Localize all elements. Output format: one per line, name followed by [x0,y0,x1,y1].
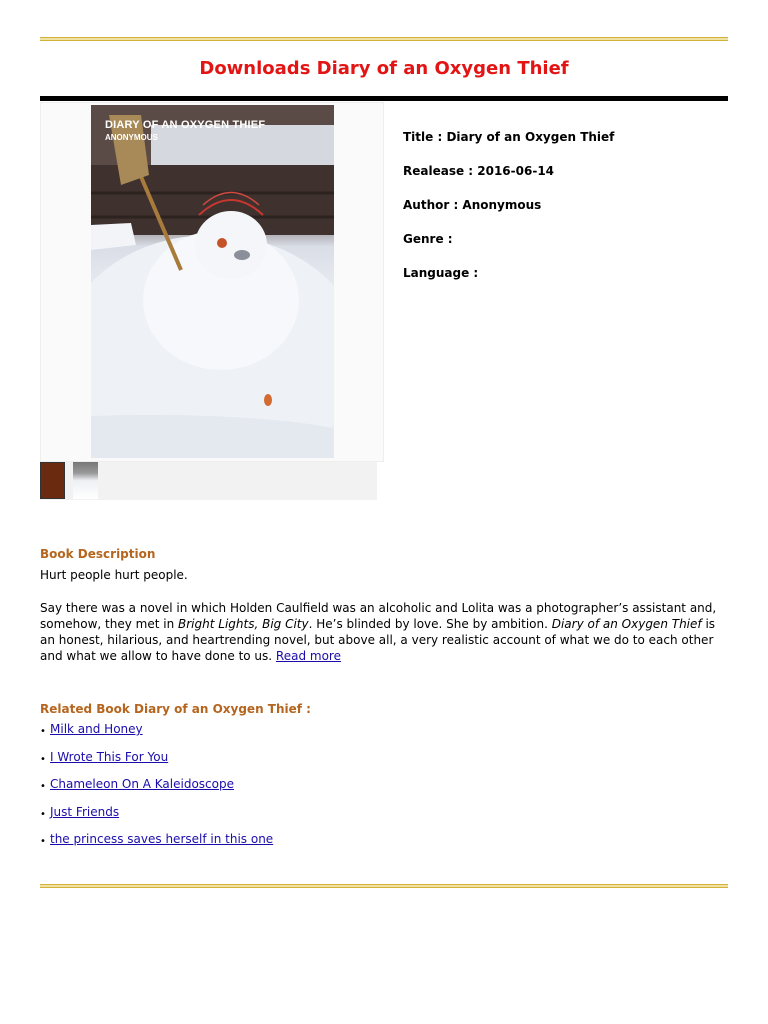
meta-release: Realease : 2016-06-14 [403,164,555,178]
desc-italic-1: Bright Lights, Big City [178,617,309,631]
desc-text-c: is an honest, hilarious, and heartrending novel, but above all, a very realistic account of what we do to each other and what we allow to have done to us. [40,617,716,663]
thumbnail-2[interactable] [73,462,98,499]
related-link-5[interactable]: the princess saves herself in this one [50,832,274,847]
bullet-icon: • [40,781,46,793]
cover-title-text: DIARY OF AN OXYGEN THIEF [105,119,266,131]
title-underline [40,96,728,101]
desc-italic-2: Diary of an Oxygen Thief [551,617,702,631]
desc-text-a: Say there was a novel in which Holden Caulfield was an alcoholic and Lolita was a photographer’s assistant and, somehow, they met in [40,601,717,631]
top-divider [40,37,728,41]
description-para-1: Hurt people hurt people. [40,568,188,582]
related-heading: Related Book Diary of an Oxygen Thief : [40,702,311,716]
meta-author: Author : Anonymous [403,198,542,212]
meta-title: Title : Diary of an Oxygen Thief [403,130,615,144]
related-item [40,832,640,860]
description-heading: Book Description [40,547,156,561]
cover-author-text: ANONYMOUS [105,133,158,142]
bullet-icon: • [40,808,46,820]
related-link-2[interactable]: I Wrote This For You [50,749,169,764]
related-item [40,777,640,805]
desc-text-b: . He’s blinded by love. She by ambition. [308,617,552,631]
read-more-link[interactable]: Read more [275,649,341,663]
related-link-4[interactable]: Just Friends [50,804,120,819]
related-link-1[interactable]: Milk and Honey [50,722,143,736]
description-para-2 [40,600,730,664]
snow-sculpture-illustration [91,105,334,458]
bullet-icon: • [40,753,46,765]
book-cover-image [91,105,334,458]
related-item [40,750,640,778]
thumbnail-1[interactable] [40,462,65,499]
related-link-3[interactable]: Chameleon On A Kaleidoscope [50,777,234,792]
related-item [40,722,640,750]
meta-genre: Genre : [403,232,453,246]
description-body [40,567,730,681]
related-item [40,805,640,833]
bottom-divider [40,884,728,888]
bullet-icon: • [40,726,46,737]
bullet-icon: • [40,836,46,848]
thumbnail-strip [40,462,377,500]
meta-language: Language : [403,266,479,280]
related-list [40,722,640,860]
page-title: Downloads Diary of an Oxygen Thief [199,58,569,79]
book-meta [403,130,723,300]
